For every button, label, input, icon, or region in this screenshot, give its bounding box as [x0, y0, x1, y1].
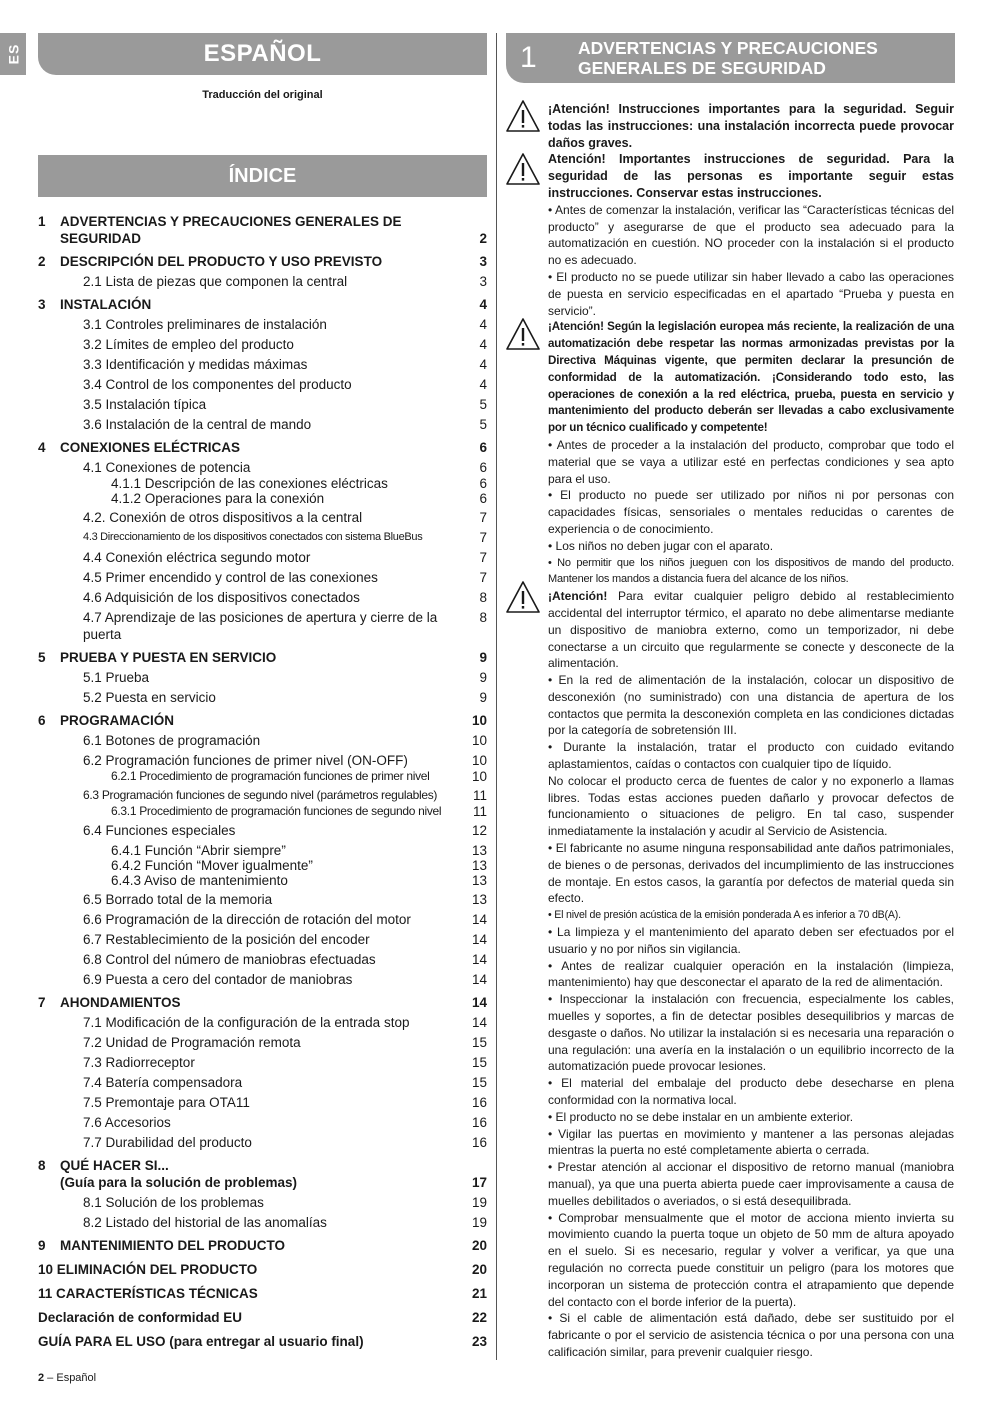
toc-number: 6 [38, 713, 46, 728]
language-header: ESPAÑOL [38, 33, 487, 75]
toc-title: 7.4 Batería compensadora [83, 1075, 243, 1090]
toc-page: 10 [471, 733, 487, 748]
toc-number [38, 752, 60, 769]
toc-entry [38, 931, 487, 948]
toc-title: 4.3 Direccionamiento de los dispositivos conectados con sistema BlueBus [83, 531, 423, 543]
toc-entry [38, 1134, 487, 1151]
table-of-contents [38, 213, 487, 1350]
toc-page: 11 [472, 804, 487, 819]
toc-title: 3.1 Controles preliminares de instalación [83, 317, 327, 332]
toc-entry [38, 376, 487, 393]
toc-title: 3.4 Control de los componentes del producto [83, 377, 352, 392]
toc-number: 9 [38, 1238, 46, 1253]
toc-number [38, 396, 60, 413]
toc-page [465, 213, 487, 230]
toc-number [38, 529, 60, 546]
toc-number [38, 1034, 60, 1051]
toc-number [38, 509, 60, 526]
toc-page: 10 [471, 713, 487, 728]
section-title [578, 38, 878, 78]
toc-number [38, 273, 60, 290]
toc-entry [38, 752, 487, 769]
toc-title: 4.1.1 Descripción de las conexiones eléctricas [111, 476, 388, 491]
toc-chapter [38, 1157, 487, 1174]
toc-page: 5 [479, 397, 487, 412]
toc-title: ADVERTENCIAS Y PRECAUCIONES GENERALES DE [60, 214, 402, 229]
toc-page: 23 [471, 1334, 487, 1349]
toc-title: 6.4.1 Función “Abrir siempre” [111, 843, 286, 858]
body-paragraph: • El producto no puede ser utilizado por niños ni por personas con capacidades físicas, sensoriales o mentales reducidas o carentes de experiencia o de conocimiento. [548, 488, 954, 536]
toc-page: 8 [479, 610, 487, 625]
toc-number [38, 911, 60, 928]
toc-number [38, 858, 60, 873]
toc-number [38, 1134, 60, 1151]
index-header: ÍNDICE [38, 155, 487, 197]
toc-page: 8 [479, 590, 487, 605]
toc-page: 16 [471, 1095, 487, 1110]
toc-page: 20 [471, 1238, 487, 1253]
column-divider [496, 33, 497, 1360]
toc-title: 6.2 Programación funciones de primer nivel (ON-OFF) [83, 753, 408, 768]
toc-number [38, 549, 60, 566]
toc-entry [38, 873, 487, 888]
body-paragraph: • Prestar atención al accionar el dispositivo de retorno manual (maniobra manual), ya que una puerta abierta puede caer improvisamente a causa de muelles debilitados o averiados, o si está desequilibrada. [548, 1160, 954, 1208]
toc-page: 19 [471, 1195, 487, 1210]
footer-language: – Español [44, 1372, 97, 1384]
toc-title: 6.9 Puesta a cero del contador de maniobras [83, 972, 353, 987]
toc-title: (Guía para la solución de problemas) [60, 1175, 298, 1190]
toc-number [38, 1114, 60, 1131]
toc-page: 7 [479, 550, 487, 565]
toc-page: 4 [479, 337, 487, 352]
body-paragraph: • La limpieza y el mantenimiento del aparato deben ser efectuados por el usuario y no por niños sin vigilancia. [548, 925, 954, 956]
body-paragraph: • Si el cable de alimentación está dañado, debe ser sustituido por el fabricante o por el servicio de asistencia técnica o por una persona con una calificación similar, para prevenir cualquier riesgo. [548, 1311, 954, 1359]
toc-number: 7 [38, 995, 46, 1010]
toc-page: 15 [471, 1075, 487, 1090]
body-paragraph: • El producto no se puede utilizar sin haber llevado a cabo las operaciones de puesta en servicio especificadas en el apartado “Prueba y puesta en servicio”. [548, 269, 954, 318]
toc-number: 1 [38, 214, 46, 229]
warning-triangle-icon [505, 152, 541, 186]
toc-entry [38, 609, 487, 643]
toc-page: 6 [479, 460, 487, 475]
toc-title: 6.5 Borrado total de la memoria [83, 892, 273, 907]
toc-title: 4.5 Primer encendido y control de las conexiones [83, 570, 378, 585]
warning-triangle-icon [505, 580, 541, 614]
section-title-line2: GENERALES DE SEGURIDAD [578, 58, 826, 78]
toc-number [38, 416, 60, 433]
toc-title: DESCRIPCIÓN DEL PRODUCTO Y USO PREVISTO [60, 254, 383, 269]
toc-number [38, 459, 60, 476]
toc-page: 15 [471, 1035, 487, 1050]
toc-title: 11 CARACTERÍSTICAS TÉCNICAS [38, 1286, 258, 1301]
toc-title: 3.2 Límites de empleo del producto [83, 337, 294, 352]
toc-number [38, 336, 60, 353]
toc-number [38, 971, 60, 988]
toc-chapter [38, 1333, 487, 1350]
toc-number [38, 609, 60, 643]
toc-entry [38, 1214, 487, 1231]
toc-number [38, 1074, 60, 1091]
toc-page: 10 [471, 769, 487, 784]
toc-title: 3.3 Identificación y medidas máximas [83, 357, 308, 372]
toc-title: GUÍA PARA EL USO (para entregar al usuario final) [38, 1334, 364, 1349]
toc-title: 6.2.1 Procedimiento de programación funciones de primer nivel [111, 769, 430, 783]
toc-page: 7 [479, 570, 487, 585]
toc-entry [38, 316, 487, 333]
toc-title: 3.6 Instalación de la central de mando [83, 417, 312, 432]
toc-page: 16 [471, 1115, 487, 1130]
toc-number [38, 1214, 60, 1231]
toc-page: 14 [471, 1015, 487, 1030]
toc-title: 10 ELIMINACIÓN DEL PRODUCTO [38, 1262, 258, 1277]
toc-entry [38, 416, 487, 433]
toc-number [38, 230, 60, 247]
toc-chapter [38, 1174, 487, 1191]
body-paragraph: • Antes de proceder a la instalación del producto, comprobar que todo el material que se vaya a utilizar esté en perfectas condiciones y sea apto para el uso. [548, 437, 954, 486]
toc-number: 5 [38, 650, 46, 665]
toc-chapter [38, 296, 487, 313]
toc-title: 6.4 Funciones especiales [83, 823, 236, 838]
toc-number [38, 1054, 60, 1071]
toc-page: 3 [479, 274, 487, 289]
toc-page: 13 [471, 843, 487, 858]
toc-number [38, 787, 60, 804]
warning-text: Para evitar cualquier peligro debido al restablecimiento accidental del interruptor térmico, el aparato no debe alimentarse mediante un dispositivo de maniobra externo, como un temporizador, ni debe conectarse a un circuito que regularmente se conecte y desconecte de la alimentación. [548, 589, 954, 671]
body-paragraph: • Durante la instalación, tratar el producto con cuidado evitando aplastamientos, caídas o contactos con cualquier tipo de líquido. [548, 740, 954, 772]
toc-page: 13 [471, 858, 487, 873]
toc-number [38, 491, 60, 506]
toc-title: 6.3.1 Procedimiento de programación funciones de segundo nivel [111, 804, 442, 818]
toc-page: 2 [479, 231, 487, 246]
toc-page: 14 [471, 952, 487, 967]
body-paragraph: No colocar el producto cerca de fuentes de calor y no exponerlo a llamas libres. Todas estas acciones pueden dañarlo y provocar defectos de funcionamiento o situaciones de peligro. En tal caso, suspender inmediatamente la instalación y acudir al Servicio de Asistencia. [548, 773, 954, 839]
toc-page: 19 [471, 1215, 487, 1230]
toc-page: 14 [471, 932, 487, 947]
toc-page: 9 [479, 650, 487, 665]
toc-number: 8 [38, 1158, 46, 1173]
warning-paragraph [548, 588, 954, 672]
body-paragraph: • El fabricante no asume ninguna responsabilidad ante daños patrimoniales, de bienes o de personas, derivados del incumplimiento de las instrucciones de montaje. En estos casos, la garantía por defectos de material queda sin efecto. [548, 841, 954, 906]
toc-entry [38, 1034, 487, 1051]
toc-title: PROGRAMACIÓN [60, 713, 174, 728]
toc-entry [38, 589, 487, 606]
toc-entry [38, 1074, 487, 1091]
toc-entry [38, 804, 487, 819]
body-paragraph: • Vigilar las puertas en movimiento y mantener a las personas alejadas mientras la puerta no esté completamente abierta o cerrada. [548, 1126, 954, 1158]
toc-page: 11 [472, 788, 487, 803]
toc-entry [38, 1094, 487, 1111]
toc-chapter [38, 230, 487, 247]
toc-chapter [38, 1285, 487, 1302]
toc-page: 6 [479, 476, 487, 491]
toc-page: 17 [471, 1175, 487, 1190]
toc-page: 6 [479, 440, 487, 455]
warning-paragraph: Atención! Importantes instrucciones de seguridad. Para la seguridad de las personas es importante seguir estas instrucciones. Conservar estas instrucciones. [548, 152, 954, 200]
toc-number: 3 [38, 297, 46, 312]
warning-triangle-icon [505, 99, 541, 133]
toc-number [38, 1014, 60, 1031]
toc-title: SEGURIDAD [60, 231, 142, 246]
toc-number: 4 [38, 440, 46, 455]
toc-title: 4.4 Conexión eléctrica segundo motor [83, 550, 311, 565]
toc-title: 4.1 Conexiones de potencia [83, 460, 251, 475]
body-paragraph: • El nivel de presión acústica de la emisión ponderada A es inferior a 70 dB(A). [548, 909, 901, 922]
toc-page: 7 [479, 510, 487, 525]
toc-number [38, 356, 60, 373]
toc-title: 6.4.3 Aviso de mantenimiento [111, 873, 288, 888]
toc-title: 4.7 Aprendizaje de las posiciones de apertura y cierre de la puerta [83, 610, 438, 642]
toc-page: 9 [479, 670, 487, 685]
toc-title: 6.8 Control del número de maniobras efectuadas [83, 952, 376, 967]
toc-title: 7.1 Modificación de la configuración de la entrada stop [83, 1015, 410, 1030]
toc-number [38, 1174, 60, 1191]
toc-number [38, 931, 60, 948]
toc-number [38, 822, 60, 839]
toc-title: 7.2 Unidad de Programación remota [83, 1035, 301, 1050]
toc-page: 6 [479, 491, 487, 506]
toc-entry [38, 971, 487, 988]
safety-warnings-text [548, 101, 954, 1361]
toc-chapter [38, 439, 487, 456]
toc-page: 14 [471, 995, 487, 1010]
toc-number: 2 [38, 254, 46, 269]
toc-page: 22 [471, 1310, 487, 1325]
toc-page: 4 [479, 377, 487, 392]
toc-entry [38, 459, 487, 476]
toc-entry [38, 732, 487, 749]
body-paragraph: • Antes de comenzar la instalación, verificar las “Características técnicas del producto” y asegurarse de que el producto sea adecuado para la automatización en cuestión. NO proceder con la instalación si el producto no es adecuado. [548, 202, 954, 268]
toc-title: 8.2 Listado del historial de las anomalías [83, 1215, 327, 1230]
toc-entry [38, 396, 487, 413]
toc-entry [38, 951, 487, 968]
toc-entry [38, 843, 487, 858]
toc-entry [38, 1014, 487, 1031]
toc-chapter [38, 1237, 487, 1254]
body-paragraph: • Inspeccionar la instalación con frecuencia, especialmente los cables, muelles y soportes, a fin de detectar posibles desequilibrios y marcas de desgaste o daños. No utilizar la instalación si es necesaria una reparación o una regulación: una avería en la instalación o un equilibrio incorrecto de la automatización puede provocar lesiones. [548, 992, 954, 1074]
toc-number [38, 669, 60, 686]
body-paragraph: • En la red de alimentación de la instalación, colocar un dispositivo de desconexión (no suministrado) con una distancia de apertura de los contactos que permita la desconexión completa en las condiciones dictadas por la categoría de sobretensión III. [548, 673, 954, 738]
toc-page: 4 [479, 297, 487, 312]
toc-title: 6.4.2 Función “Mover igualmente” [111, 858, 313, 873]
toc-title: 7.5 Premontaje para OTA11 [83, 1095, 250, 1110]
toc-entry [38, 891, 487, 908]
toc-page: 4 [479, 317, 487, 332]
toc-chapter [38, 213, 487, 230]
toc-number [38, 569, 60, 586]
toc-title: 4.6 Adquisición de los dispositivos conectados [83, 590, 360, 605]
toc-title: 4.1.2 Operaciones para la conexión [111, 491, 325, 506]
toc-title: QUÉ HACER SI... [60, 1158, 169, 1173]
toc-page: 14 [471, 972, 487, 987]
toc-title: 2.1 Lista de piezas que componen la central [83, 274, 348, 289]
toc-title: 6.7 Restablecimiento de la posición del encoder [83, 932, 370, 947]
toc-entry [38, 911, 487, 928]
warning-paragraph: ¡Atención! Instrucciones importantes para la seguridad. Seguir todas las instrucciones: una instalación incorrecta puede provocar daños graves. [548, 102, 954, 150]
toc-page: 5 [479, 417, 487, 432]
toc-number [38, 951, 60, 968]
section-title-line1: ADVERTENCIAS Y PRECAUCIONES [578, 38, 878, 58]
toc-title: 6.6 Programación de la dirección de rotación del motor [83, 912, 411, 927]
toc-entry [38, 356, 487, 373]
toc-page: 21 [471, 1286, 487, 1301]
toc-entry [38, 336, 487, 353]
page-footer [38, 1372, 96, 1384]
toc-title: 5.1 Prueba [83, 670, 150, 685]
toc-page: 14 [471, 912, 487, 927]
toc-title: PRUEBA Y PUESTA EN SERVICIO [60, 650, 277, 665]
toc-number [38, 769, 60, 784]
toc-chapter [38, 712, 487, 729]
toc-title: 4.2. Conexión de otros dispositivos a la central [83, 510, 363, 525]
toc-page: 12 [471, 823, 487, 838]
toc-title: 6.3 Programación funciones de segundo nivel (parámetros regulables) [83, 788, 438, 802]
warning-triangle-icon [505, 317, 541, 351]
toc-entry [38, 858, 487, 873]
toc-entry [38, 549, 487, 566]
toc-entry [38, 1114, 487, 1131]
toc-entry [38, 491, 487, 506]
toc-page: 13 [471, 892, 487, 907]
toc-chapter [38, 994, 487, 1011]
toc-number [38, 891, 60, 908]
toc-title: INSTALACIÓN [60, 297, 152, 312]
toc-title: MANTENIMIENTO DEL PRODUCTO [60, 1238, 286, 1253]
toc-number [38, 873, 60, 888]
toc-number [38, 1094, 60, 1111]
toc-entry [38, 822, 487, 839]
body-paragraph: • El material del embalaje del producto debe desecharse en plena conformidad con la normativa local. [548, 1076, 954, 1108]
toc-title: 3.5 Instalación típica [83, 397, 207, 412]
body-paragraph: • No permitir que los niños jueguen con los dispositivos de mando del producto. Mantener los mandos a distancia fuera del alcance de los niños. [548, 556, 954, 586]
toc-title: 7.3 Radiorreceptor [83, 1055, 195, 1070]
toc-entry [38, 529, 487, 546]
toc-entry [38, 509, 487, 526]
body-paragraph: • El producto no se debe instalar en un ambiente exterior. [548, 1109, 854, 1124]
toc-page: 15 [471, 1055, 487, 1070]
toc-title: AHONDAMIENTOS [60, 995, 181, 1010]
toc-page: 3 [479, 254, 487, 269]
toc-number [38, 476, 60, 491]
toc-chapter [38, 1309, 487, 1326]
toc-title: 5.2 Puesta en servicio [83, 690, 216, 705]
section-number: 1 [520, 41, 537, 74]
toc-title: Declaración de conformidad EU [38, 1310, 243, 1325]
toc-entry [38, 689, 487, 706]
toc-chapter [38, 253, 487, 270]
toc-number [38, 316, 60, 333]
toc-entry [38, 769, 487, 784]
toc-number [38, 843, 60, 858]
toc-entry [38, 669, 487, 686]
toc-entry [38, 569, 487, 586]
toc-page: 16 [471, 1135, 487, 1150]
toc-page: 9 [479, 690, 487, 705]
toc-entry [38, 1194, 487, 1211]
warning-paragraph: ¡Atención! Según la legislación europea más reciente, la realización de una automatización debe respetar las normas armonizadas previstas por la Directiva Máquinas vigente, que permiten declarar la presunción de conformidad de la automatización. ¡Considerando todo esto, las operaciones de conexión a la red eléctrica, prueba, puesta en servicio y mantenimiento del producto deberán ser llevadas a cabo exclusivamente por un técnico cualificado y competente! [548, 320, 954, 435]
toc-page: 10 [471, 753, 487, 768]
language-tab-label: ES [5, 43, 21, 65]
toc-title: 7.6 Accesorios [83, 1115, 171, 1130]
toc-number [38, 589, 60, 606]
toc-number [38, 732, 60, 749]
language-tab [0, 33, 26, 75]
subtitle: Traducción del original [202, 89, 323, 101]
toc-page: 13 [471, 873, 487, 888]
toc-number [38, 804, 60, 819]
toc-chapter [38, 1261, 487, 1278]
toc-number [38, 689, 60, 706]
toc-title: 6.1 Botones de programación [83, 733, 261, 748]
toc-page: 4 [479, 357, 487, 372]
body-paragraph: • Comprobar mensualmente que el motor de acciona miento invierta su movimiento cuando la puerta toque un objeto de 50 mm de altura apoyado en el suelo. Si es necesario, regular y volver a verificar, ya que una regulación no correcta puede constituir un peligro (para los motores que incorporan un sistema de protección contra el atrapamiento que depende del contacto con el borde inferior de la puerta). [548, 1210, 954, 1309]
toc-entry [38, 787, 487, 804]
toc-entry [38, 476, 487, 491]
toc-page: 7 [479, 530, 487, 545]
toc-page [465, 1157, 487, 1174]
warning-label: ¡Atención! [548, 589, 608, 604]
body-paragraph: • Los niños no deben jugar con el aparato. [548, 538, 774, 553]
toc-chapter [38, 649, 487, 666]
toc-number [38, 1194, 60, 1211]
body-paragraph: • Antes de realizar cualquier operación en la instalación (limpieza, mantenimiento) hay que desconectar el aparato de la red de alimentación. [548, 958, 954, 990]
page-number: 2 [38, 1372, 45, 1384]
toc-page: 20 [471, 1262, 487, 1277]
toc-title: 8.1 Solución de los problemas [83, 1195, 264, 1210]
toc-number [38, 376, 60, 393]
toc-entry [38, 273, 487, 290]
section-header [506, 33, 955, 83]
toc-title: 7.7 Durabilidad del producto [83, 1135, 252, 1150]
toc-title: CONEXIONES ELÉCTRICAS [60, 440, 241, 455]
toc-entry [38, 1054, 487, 1071]
